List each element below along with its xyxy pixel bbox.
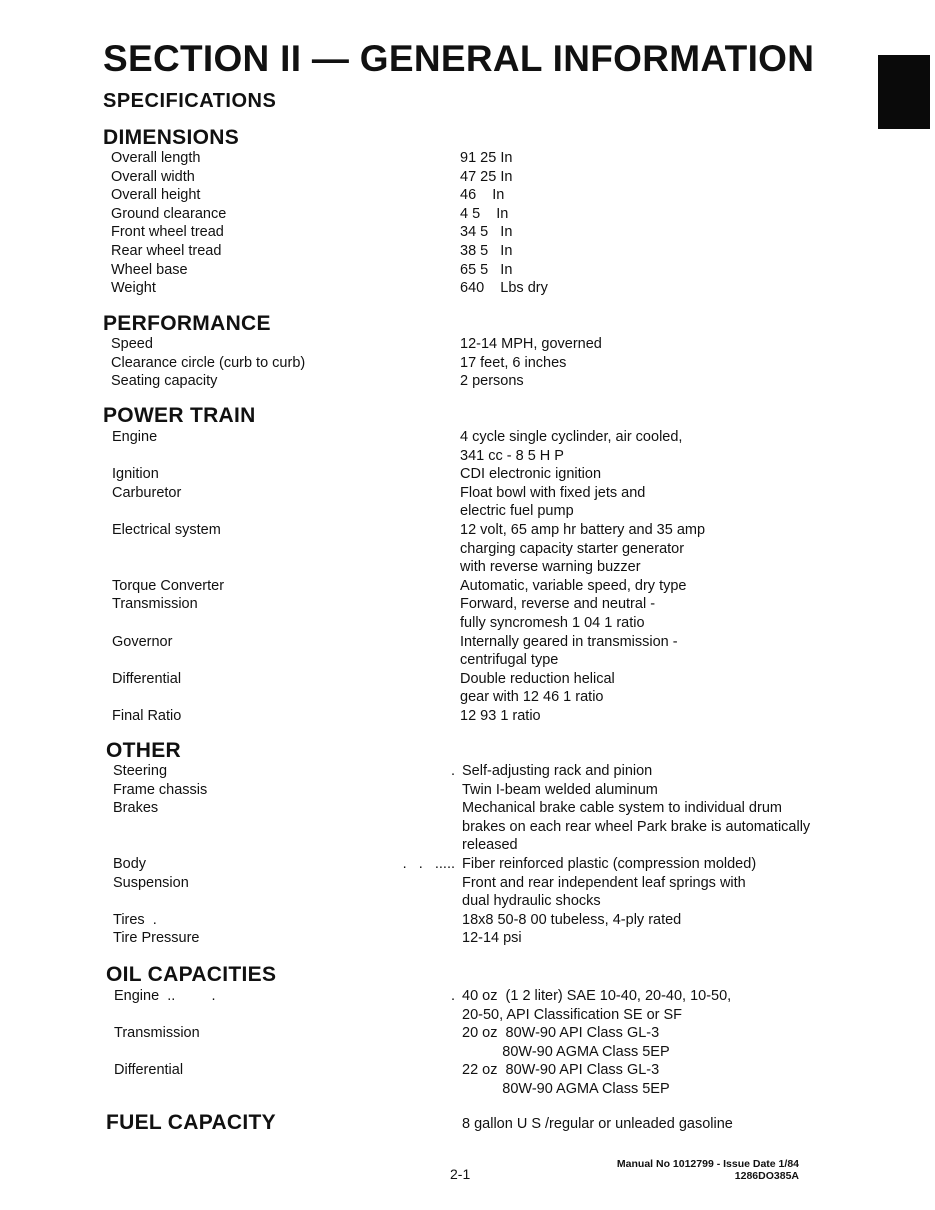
spec-value: 4 cycle single cyclinder, air cooled,	[460, 429, 683, 445]
spec-value: released	[462, 837, 518, 854]
spec-value: 80W-90 AGMA Class 5EP	[462, 1081, 670, 1097]
spec-value: 91 25 In	[460, 150, 513, 166]
spec-value: Internally geared in transmission -	[460, 633, 678, 650]
spec-value: 17 feet, 6 inches	[460, 354, 567, 371]
spec-value: 2 persons	[460, 373, 524, 390]
spec-value: with reverse warning buzzer	[460, 559, 641, 576]
footer-doc-code: 1286DO385A	[734, 1170, 799, 1182]
footer-manual-number: Manual No 1012799 - Issue Date 1/84	[616, 1158, 799, 1170]
spec-value: 38 5 In	[460, 243, 513, 259]
dot-leader: . . .....	[402, 856, 455, 872]
spec-label: Engine .. .	[114, 988, 216, 1004]
spec-value: 20-50, API Classification SE or SF	[462, 1006, 683, 1023]
spec-label: Tires .	[113, 911, 157, 928]
spec-value: brakes on each rear wheel Park brake is automatically	[462, 818, 811, 835]
section-heading: OTHER	[106, 739, 181, 762]
section-title: SECTION II — GENERAL INFORMATION	[103, 38, 815, 79]
spec-value: 40 oz (1 2 liter) SAE 10-40, 20-40, 10-50,	[462, 988, 732, 1004]
spec-label: Weight	[111, 280, 156, 297]
spec-value: 341 cc - 8 5 H P	[460, 447, 564, 464]
spec-label: Transmission	[114, 1025, 200, 1042]
spec-value: 47 25 In	[460, 168, 513, 185]
spec-value: 22 oz 80W-90 API Class GL-3	[462, 1062, 660, 1079]
spec-value: gear with 12 46 1 ratio	[460, 689, 604, 706]
spec-value: Fiber reinforced plastic (compression molded)	[462, 856, 757, 872]
spec-label: Front wheel tread	[111, 224, 224, 241]
spec-value: Self-adjusting rack and pinion	[462, 763, 653, 779]
spec-label: Wheel base	[111, 261, 188, 278]
spec-value: Mechanical brake cable system to individual drum	[462, 800, 782, 817]
spec-label: Overall height	[111, 187, 201, 204]
spec-label: Rear wheel tread	[111, 243, 222, 259]
spec-label: Transmission	[112, 596, 198, 613]
spec-label: Torque Converter	[112, 577, 225, 594]
dot-leader: .	[450, 763, 455, 779]
dot-leader: .	[450, 988, 455, 1004]
spec-label: Overall length	[111, 150, 201, 166]
specifications-heading: SPECIFICATIONS	[103, 90, 277, 112]
section-heading: OIL CAPACITIES	[106, 963, 277, 986]
spec-label: Governor	[112, 633, 173, 650]
spec-value: dual hydraulic shocks	[462, 893, 601, 910]
section-heading: PERFORMANCE	[103, 312, 271, 335]
spec-value: Twin I-beam welded aluminum	[462, 781, 658, 798]
spec-label: Carburetor	[112, 484, 182, 501]
spec-label: Electrical system	[112, 522, 221, 538]
spec-label: Final Ratio	[112, 708, 182, 724]
page-number: 2-1	[450, 1166, 471, 1182]
spec-value: Float bowl with fixed jets and	[460, 484, 646, 501]
spec-value: centrifugal type	[460, 652, 559, 669]
spec-label: Speed	[111, 336, 153, 352]
spec-label: Seating capacity	[111, 373, 218, 390]
spec-value: Forward, reverse and neutral -	[460, 596, 656, 613]
spec-value: CDI electronic ignition	[460, 466, 602, 483]
spec-label: Ignition	[112, 466, 159, 483]
spec-value: electric fuel pump	[460, 503, 574, 520]
spec-value: 46 In	[460, 187, 505, 204]
spec-value: 34 5 In	[460, 224, 513, 241]
section-heading: POWER TRAIN	[103, 404, 256, 427]
spec-label: Brakes	[113, 800, 159, 817]
spec-value: 12 volt, 65 amp hr battery and 35 amp	[460, 522, 706, 538]
spec-label: Steering	[113, 763, 168, 779]
spec-label: Frame chassis	[113, 781, 208, 798]
spec-label: Engine	[112, 429, 158, 445]
spec-label: Overall width	[111, 168, 195, 185]
spec-label: Ground clearance	[111, 205, 227, 222]
spec-label: Body	[113, 856, 147, 872]
spec-value: 12-14 psi	[462, 930, 522, 947]
spec-value: charging capacity starter generator	[460, 540, 685, 557]
section-heading: FUEL CAPACITY	[106, 1111, 276, 1134]
spec-value: Front and rear independent leaf springs with	[462, 874, 746, 891]
spec-value: 20 oz 80W-90 API Class GL-3	[462, 1025, 660, 1042]
spec-value: 12 93 1 ratio	[460, 708, 541, 724]
spec-label: Tire Pressure	[113, 930, 200, 947]
footer-manual-info	[617, 1158, 799, 1182]
spec-label: Clearance circle (curb to curb)	[111, 354, 306, 371]
spec-label: Differential	[114, 1062, 184, 1079]
spec-value: 8 gallon U S /regular or unleaded gasoline	[462, 1116, 733, 1132]
spec-value: Automatic, variable speed, dry type	[460, 577, 687, 594]
spec-value: 18x8 50-8 00 tubeless, 4-ply rated	[462, 911, 682, 928]
spec-value: 640 Lbs dry	[460, 280, 548, 297]
spec-label: Differential	[112, 670, 182, 687]
spec-value: 12-14 MPH, governed	[460, 336, 602, 352]
section-tab-marker	[878, 55, 930, 129]
section-heading: DIMENSIONS	[103, 126, 240, 149]
spec-value: fully syncromesh 1 04 1 ratio	[460, 615, 645, 631]
spec-label: Suspension	[113, 874, 189, 891]
spec-value: 80W-90 AGMA Class 5EP	[462, 1043, 670, 1060]
spec-value: 65 5 In	[460, 261, 513, 278]
spec-value: 4 5 In	[460, 205, 509, 222]
spec-value: Double reduction helical	[460, 670, 615, 687]
